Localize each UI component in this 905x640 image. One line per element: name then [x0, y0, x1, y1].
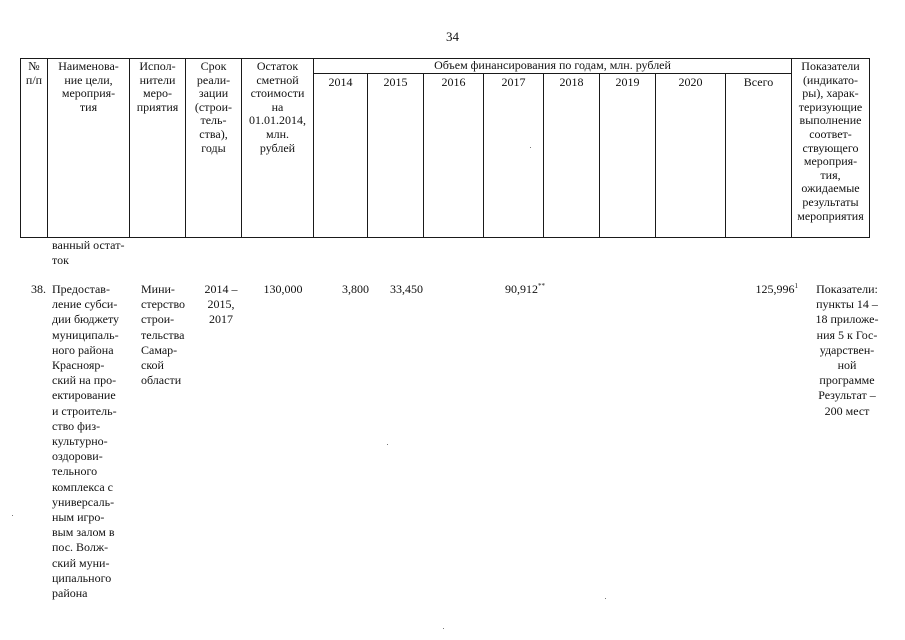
text-line: Самар- — [141, 342, 178, 357]
page-number: 34 — [446, 29, 459, 44]
text-line: Краснояр- — [52, 358, 105, 373]
text-line: программе — [819, 373, 875, 388]
text-line: ление субси- — [52, 297, 118, 312]
row-name — [52, 282, 136, 601]
text-line: сметной — [256, 72, 299, 87]
text-line: Показатели — [801, 59, 860, 73]
header-term — [186, 59, 242, 238]
text-line: Мини- — [141, 282, 175, 296]
text-line: теризующие — [798, 99, 863, 114]
text-line: комплекса с — [52, 479, 113, 494]
header-remainder — [242, 59, 314, 238]
text-line: Наименова- — [58, 59, 119, 73]
text-line: на — [271, 99, 284, 114]
text-line: реали- — [196, 72, 231, 87]
text-line: выполнение — [799, 113, 862, 128]
row-value-total-number: 125,996 — [755, 282, 795, 296]
row-value-2017-footnote-mark: ** — [538, 282, 545, 290]
scan-speck — [12, 515, 13, 516]
text-line: муниципаль- — [52, 327, 119, 342]
header-year-2018: 2018 — [544, 74, 600, 238]
row-indicators — [807, 282, 887, 419]
header-year-2017: 2017 — [484, 74, 544, 238]
continued-text — [52, 238, 136, 268]
header-funding-group: Объем финансирования по годам, млн. рублей — [314, 59, 792, 74]
header-year-2019: 2019 — [600, 74, 656, 238]
header-table — [20, 58, 870, 238]
row-remainder: 130,000 — [263, 282, 303, 296]
text-line: п/п — [25, 72, 43, 87]
text-line: нители — [139, 72, 176, 87]
text-line: ным игро- — [52, 510, 105, 525]
text-line: ударствен- — [819, 342, 875, 357]
text-line: мероприя- — [803, 154, 858, 169]
text-line: тельства — [141, 327, 185, 342]
text-line: стерство — [141, 297, 186, 312]
text-line: (строи- — [194, 99, 233, 114]
header-num — [21, 59, 48, 238]
text-line: ной — [837, 358, 857, 373]
text-line: тельного — [52, 464, 98, 479]
text-line: приятия — [136, 99, 179, 114]
row-value-2017 — [488, 282, 545, 297]
text-line: 200 мест — [824, 403, 870, 418]
text-line: мероприятия — [797, 208, 864, 223]
row-value-2017-number: 90,912 — [505, 282, 538, 296]
row-term — [195, 282, 247, 328]
header-year-2014: 2014 — [314, 74, 368, 238]
text-line: тия, — [820, 167, 841, 182]
row-value-total-footnote-mark: 1 — [794, 282, 798, 290]
text-line: млн. — [265, 126, 289, 141]
text-line: тель- — [200, 113, 227, 128]
text-line: строи- — [141, 312, 175, 327]
scan-speck — [387, 444, 388, 445]
scan-speck — [605, 598, 606, 599]
text-line: мероприя- — [61, 86, 116, 101]
text-line: Испол- — [139, 59, 176, 73]
text-line: культурно- — [52, 434, 108, 449]
text-line: оздорови- — [52, 449, 103, 464]
text-line: тия — [79, 99, 98, 114]
header-indicators — [792, 59, 870, 238]
header-year-2015: 2015 — [368, 74, 424, 238]
text-line: ного района — [52, 342, 114, 357]
text-line: годы — [201, 140, 226, 155]
header-year-total: Всего — [726, 74, 792, 238]
text-line: ток — [52, 253, 69, 267]
text-line: дии бюджету — [52, 312, 120, 327]
row-executor — [141, 282, 193, 388]
text-line: ектирование — [52, 388, 116, 403]
text-line: ствующего — [802, 140, 859, 155]
text-line: 01.01.2014, — [249, 113, 306, 128]
text-line: пункты 14 – — [816, 297, 878, 312]
text-line: ципального — [52, 570, 112, 585]
text-line: 2015, — [207, 297, 235, 312]
row-value-2015: 33,450 — [390, 282, 423, 296]
text-line: зации — [198, 86, 229, 101]
row-number: 38. — [31, 282, 46, 296]
text-line: вым залом в — [52, 525, 115, 540]
text-line: (индикато- — [802, 72, 859, 87]
text-line: ры), харак- — [802, 86, 859, 101]
text-line: ние цели, — [64, 72, 113, 87]
text-line: Предостав- — [52, 282, 110, 296]
text-line: области — [141, 373, 182, 388]
header-year-2020: 2020 — [656, 74, 726, 238]
text-line: соответ- — [809, 126, 852, 141]
text-line: 2017 — [209, 312, 233, 327]
text-line: рублей — [259, 140, 296, 155]
text-line: результаты — [802, 194, 859, 209]
text-line: ства), — [199, 126, 228, 141]
text-line: ния 5 к Гос- — [816, 327, 878, 342]
text-line: универсаль- — [52, 494, 115, 509]
text-line: ожидаемые — [801, 181, 860, 196]
text-line: пос. Волж- — [52, 540, 109, 555]
text-line: и строитель- — [52, 403, 117, 418]
row-value-2014: 3,800 — [342, 282, 369, 296]
row-value-total — [735, 282, 798, 297]
scan-speck — [530, 147, 531, 148]
text-line: района — [52, 586, 88, 601]
header-name — [48, 59, 130, 238]
text-line: ский муни- — [52, 555, 110, 570]
text-line: меро- — [143, 86, 172, 101]
text-line: ский на про- — [52, 373, 117, 388]
text-line: Срок — [200, 59, 227, 73]
text-line: Показатели: — [816, 282, 878, 296]
header-executor — [130, 59, 186, 238]
text-line: 2014 – — [204, 282, 238, 296]
text-line: Остаток — [256, 59, 299, 73]
text-line: ванный остат- — [52, 238, 125, 252]
header-year-2016: 2016 — [424, 74, 484, 238]
text-line: № — [28, 59, 40, 73]
scan-speck — [443, 628, 444, 629]
text-line: 18 приложе- — [815, 312, 879, 327]
text-line: Результат – — [818, 388, 876, 403]
text-line: ской — [141, 358, 164, 373]
text-line: стоимости — [250, 86, 305, 101]
text-line: ство физ- — [52, 418, 101, 433]
